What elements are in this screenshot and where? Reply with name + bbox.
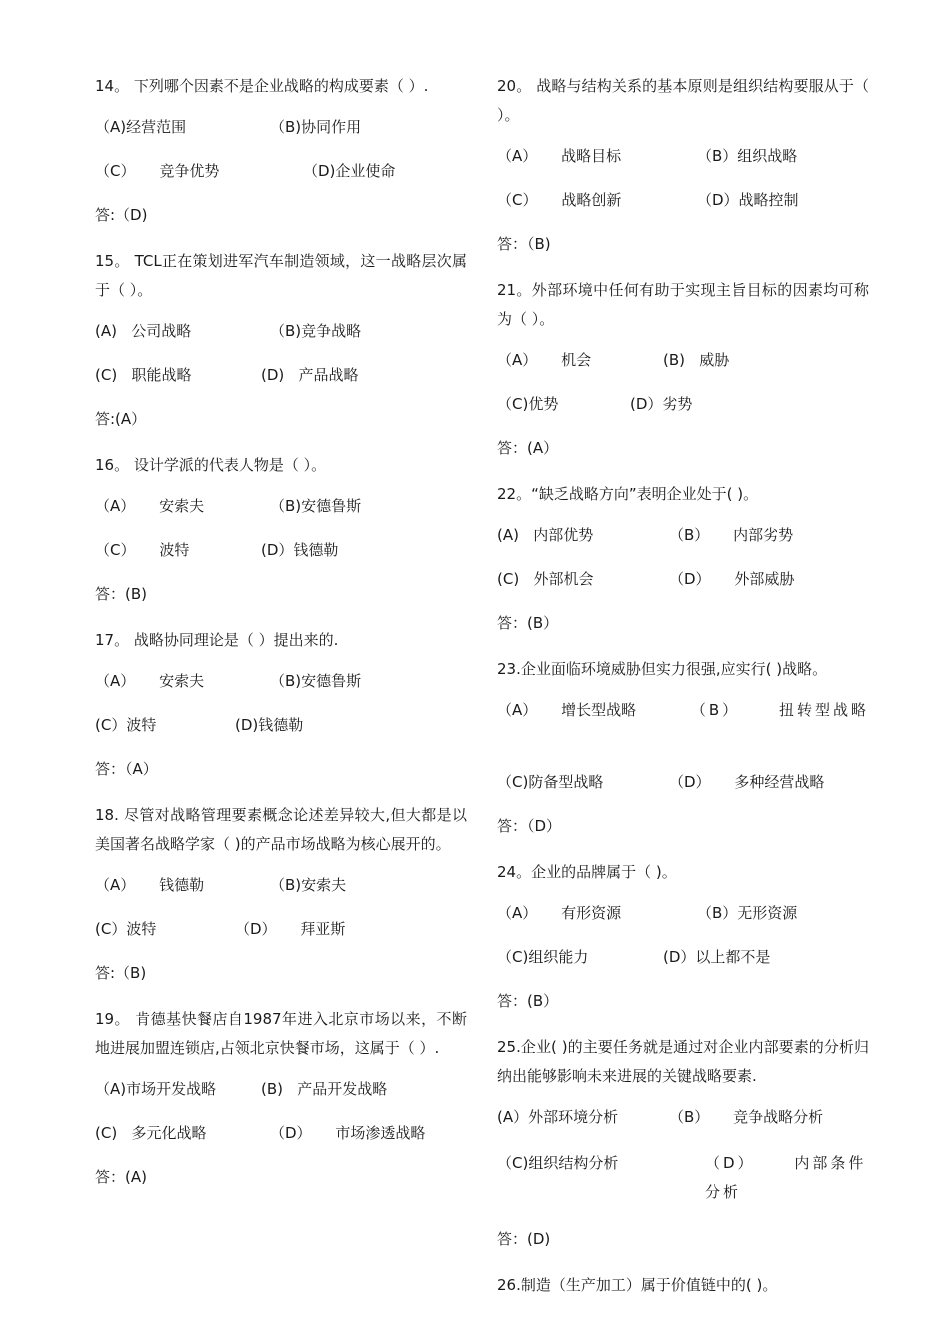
question-19 — [95, 1005, 467, 1189]
options-row — [95, 1121, 467, 1145]
options-row — [95, 363, 467, 387]
option-b: （B)安德鲁斯 — [270, 672, 362, 690]
option-b: （B)协同作用 — [270, 118, 362, 136]
question-24 — [497, 858, 869, 1013]
option-c: （C） 波特 — [95, 541, 190, 559]
option-c: （C)组织结构分析 — [497, 1154, 619, 1172]
question-15 — [95, 247, 467, 431]
option-c: (C) 外部机会 — [497, 570, 594, 588]
option-d: （D） 拜亚斯 — [235, 920, 346, 938]
options-row — [497, 1105, 869, 1129]
option-d: （D)企业使命 — [303, 162, 396, 180]
answer: 答：（A） — [95, 760, 158, 778]
question-17 — [95, 626, 467, 781]
options-row — [95, 159, 467, 183]
question-stem: 18. 尽管对战略管理要素概念论述差异较大,但大都是以美国著名战略学家（ )的产品市场战略为核心展开的。 — [95, 806, 467, 853]
option-c: （C） 战略创新 — [497, 191, 622, 209]
option-d: (D)钱德勒 — [235, 716, 304, 734]
options-row — [497, 698, 869, 722]
option-a: （A） 增长型战略 — [497, 701, 637, 719]
option-a: (A) 内部优势 — [497, 526, 594, 544]
options-row — [95, 319, 467, 343]
options-row — [497, 523, 869, 547]
option-c: （C） 竞争优势 — [95, 162, 220, 180]
option-b: (B) 威胁 — [663, 351, 730, 369]
option-a: （A)市场开发战略 — [95, 1080, 217, 1098]
options-row — [497, 348, 869, 372]
answer: 答：(D) — [497, 1230, 551, 1248]
question-20 — [497, 72, 869, 256]
option-b: （B） 扭转型战略 — [690, 701, 869, 719]
question-26 — [497, 1271, 869, 1300]
question-stem: 15。 TCL正在策划进军汽车制造领域，这一战略层次属于（ ）。 — [95, 252, 467, 299]
question-stem: 26.制造（生产加工）属于价值链中的( )。 — [497, 1276, 778, 1294]
option-d: (D）劣势 — [630, 395, 693, 413]
option-a: （A） 战略目标 — [497, 147, 622, 165]
options-row — [497, 901, 869, 925]
options-row — [95, 115, 467, 139]
options-row — [497, 945, 869, 969]
question-stem: 14。 下列哪个因素不是企业战略的构成要素（ ）. — [95, 77, 429, 95]
option-b: （B）组织战略 — [697, 147, 798, 165]
left-column — [95, 72, 467, 1209]
options-row — [497, 188, 869, 212]
option-b: （B） 竞争战略分析 — [669, 1108, 824, 1126]
option-a: （A） 安索夫 — [95, 672, 205, 690]
option-c: （C)组织能力 — [497, 948, 589, 966]
options-row — [95, 873, 467, 897]
option-b: （B）无形资源 — [697, 904, 798, 922]
answer: 答：(B） — [497, 992, 559, 1010]
option-c: (C) 多元化战略 — [95, 1124, 207, 1142]
options-row — [95, 917, 467, 941]
option-d: (D）钱德勒 — [261, 541, 339, 559]
option-d: （D） 市场渗透战略 — [270, 1124, 426, 1142]
option-d: （D） 多种经营战略 — [669, 773, 825, 791]
option-d: （D） 外部威胁 — [669, 570, 795, 588]
option-c: (C）波特 — [95, 920, 157, 938]
option-c: （C)优势 — [497, 395, 559, 413]
question-stem: 17。 战略协同理论是（ ）提出来的. — [95, 631, 339, 649]
question-stem: 21。外部环境中任何有助于实现主旨目标的因素均可称为（ ）。 — [497, 281, 869, 328]
option-a: （A） 有形资源 — [497, 904, 622, 922]
option-a: (A) 公司战略 — [95, 322, 192, 340]
options-row — [497, 392, 869, 416]
question-23 — [497, 655, 869, 838]
question-stem: 25.企业( )的主要任务就是通过对企业内部要素的分析归纳出能够影响未来进展的关键战略要素. — [497, 1038, 869, 1085]
option-b: （B)安德鲁斯 — [270, 497, 362, 515]
question-18 — [95, 801, 467, 985]
option-a: （A)经营范围 — [95, 118, 187, 136]
answer: 答：（D） — [497, 817, 562, 835]
right-column — [497, 72, 869, 1314]
options-row — [95, 713, 467, 737]
options-row — [497, 770, 869, 794]
option-c: (C) 职能战略 — [95, 366, 192, 384]
option-d: (D) 产品战略 — [261, 366, 359, 384]
answer: 答：(B） — [497, 614, 559, 632]
answer: 答：（B) — [497, 235, 551, 253]
answer: 答:(A） — [95, 410, 147, 428]
answer: 答：(A) — [95, 1168, 147, 1186]
options-row — [95, 1077, 467, 1101]
question-14 — [95, 72, 467, 227]
option-d: （D） 内部条件分析 — [705, 1154, 867, 1201]
option-c: （C)防备型战略 — [497, 773, 604, 791]
question-stem: 24。企业的品牌属于（ )。 — [497, 863, 677, 881]
option-a: （A） 钱德勒 — [95, 876, 205, 894]
answer: 答:（B) — [95, 964, 147, 982]
options-row — [95, 494, 467, 518]
question-stem: 20。 战略与结构关系的基本原则是组织结构要服从于（ ）。 — [497, 77, 869, 124]
option-d: (D）以上都不是 — [663, 948, 771, 966]
options-row — [497, 144, 869, 168]
question-25 — [497, 1033, 869, 1251]
option-b: （B)安索夫 — [270, 876, 347, 894]
options-row — [497, 1149, 869, 1207]
answer: 答：(B) — [95, 585, 147, 603]
option-a: （A） 机会 — [497, 351, 592, 369]
question-21 — [497, 276, 869, 460]
options-row — [95, 669, 467, 693]
question-stem: 16。 设计学派的代表人物是（ ）。 — [95, 456, 327, 474]
answer: 答:（D) — [95, 206, 148, 224]
option-a: (A）外部环境分析 — [497, 1108, 619, 1126]
option-c: (C）波特 — [95, 716, 157, 734]
option-d: （D）战略控制 — [697, 191, 799, 209]
options-row — [497, 567, 869, 591]
answer: 答：(A） — [497, 439, 559, 457]
question-stem: 23.企业面临环境威胁但实力很强,应实行( )战略。 — [497, 660, 828, 678]
option-a: （A） 安索夫 — [95, 497, 205, 515]
question-22 — [497, 480, 869, 635]
option-b: （B)竞争战略 — [270, 322, 362, 340]
question-stem: 22。“缺乏战略方向”表明企业处于( )。 — [497, 485, 759, 503]
question-16 — [95, 451, 467, 606]
options-row — [95, 538, 467, 562]
question-stem: 19。 肯德基快餐店自1987年进入北京市场以来，不断地进展加盟连锁店,占领北京快餐市场，这属于（ ）. — [95, 1010, 467, 1057]
option-b: （B） 内部劣势 — [669, 526, 794, 544]
option-b: (B) 产品开发战略 — [261, 1080, 388, 1098]
